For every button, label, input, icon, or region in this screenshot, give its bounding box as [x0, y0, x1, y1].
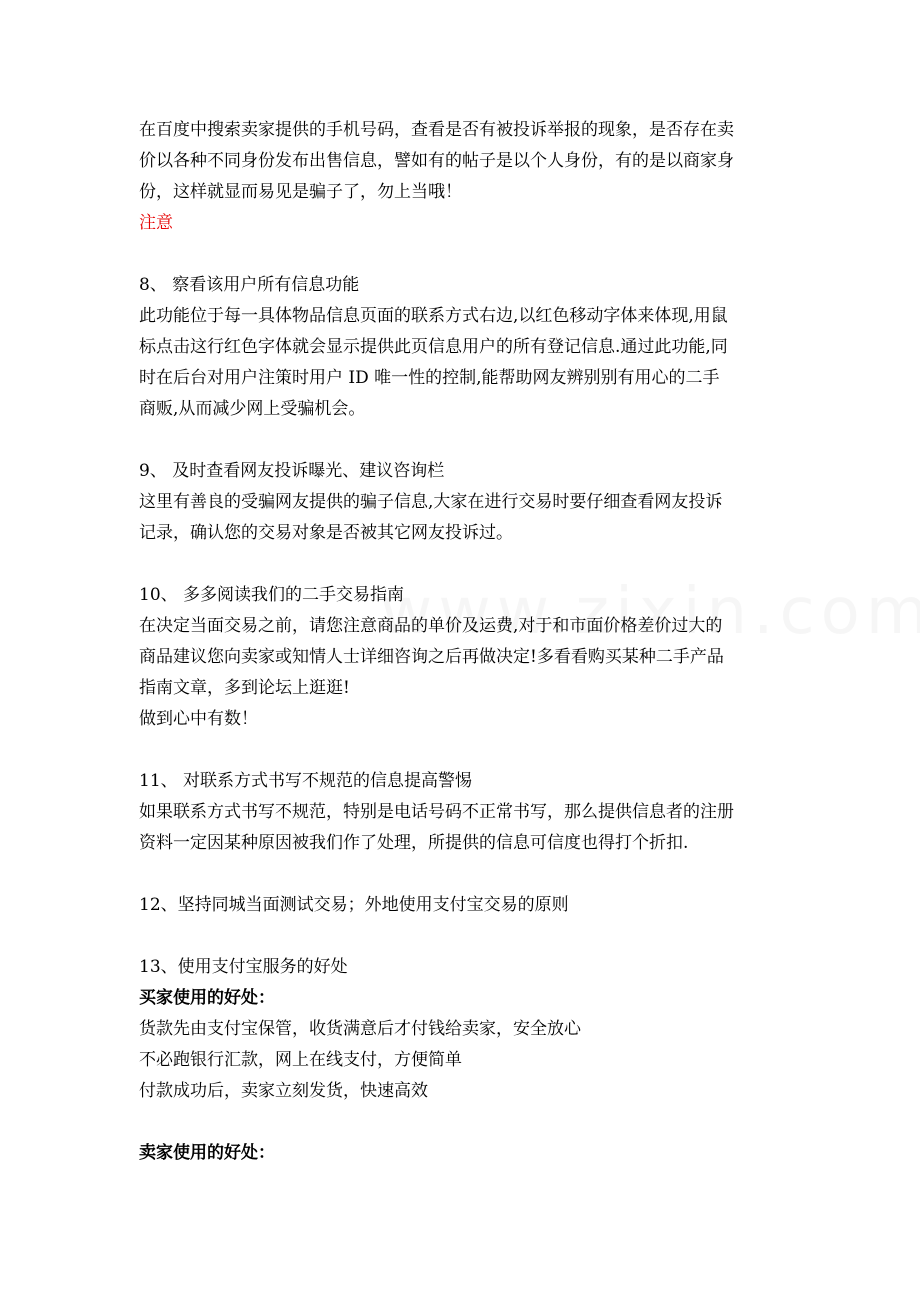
paragraph-line: 指南文章，多到论坛上逛逛! — [139, 678, 350, 698]
buyer-benefits-title: 买家使用的好处： — [139, 988, 275, 1008]
spacer — [139, 1107, 789, 1138]
section-13 — [139, 952, 789, 1169]
section-12 — [139, 890, 789, 921]
spacer — [139, 859, 789, 890]
intro-paragraph — [139, 115, 789, 239]
buyer-benefit-item: 不必跑银行汇款，网上在线支付，方便简单 — [139, 1050, 462, 1070]
paragraph-line: 时在后台对用户注策时用户 ID 唯一性的控制,能帮助网友辨别别有用心的二手 — [139, 368, 720, 388]
paragraph-line: 做到心中有数！ — [139, 709, 258, 729]
paragraph-line: 资料一定因某种原因被我们作了处理，所提供的信息可信度也得打个折扣. — [139, 833, 689, 853]
paragraph-line: 如果联系方式书写不规范，特别是电话号码不正常书写，那么提供信息者的注册 — [139, 802, 734, 822]
paragraph-line: 商品建议您向卖家或知情人士详细咨询之后再做决定!多看看购买某种二手产品 — [139, 647, 724, 667]
section-11 — [139, 766, 789, 859]
spacer — [139, 549, 789, 580]
section-heading: 11、 对联系方式书写不规范的信息提高警惕 — [139, 771, 473, 791]
paragraph-line: 价以各种不同身份发布出售信息，譬如有的帖子是以个人身份，有的是以商家身 — [139, 151, 734, 171]
section-8 — [139, 270, 789, 425]
spacer — [139, 921, 789, 952]
paragraph-line: 在百度中搜索卖家提供的手机号码，查看是否有被投诉举报的现象，是否存在卖 — [139, 120, 734, 140]
buyer-benefit-item: 货款先由支付宝保管，收货满意后才付钱给卖家，安全放心 — [139, 1019, 581, 1039]
paragraph-line: 份，这样就显而易见是骗子了，勿上当哦！ — [139, 182, 462, 202]
section-heading: 9、 及时查看网友投诉曝光、建议咨询栏 — [139, 461, 445, 481]
spacer — [139, 735, 789, 766]
section-heading: 12、坚持同城当面测试交易；外地使用支付宝交易的原则 — [139, 895, 569, 915]
paragraph-line: 在决定当面交易之前，请您注意商品的单价及运费,对于和市面价格差价过大的 — [139, 616, 723, 636]
spacer — [139, 425, 789, 456]
spacer — [139, 239, 789, 270]
note-label: 注意 — [139, 213, 173, 233]
paragraph-line: 标点击这行红色字体就会显示提供此页信息用户的所有登记信息.通过此功能,同 — [139, 337, 728, 357]
paragraph-line: 此功能位于每一具体物品信息页面的联系方式右边,以红色移动字体来体现,用鼠 — [139, 306, 728, 326]
section-heading: 13、使用支付宝服务的好处 — [139, 957, 348, 977]
paragraph-line: 这里有善良的受骗网友提供的骗子信息,大家在进行交易时要仔细查看网友投诉 — [139, 492, 723, 512]
section-10 — [139, 580, 789, 735]
buyer-benefit-item: 付款成功后，卖家立刻发货，快速高效 — [139, 1081, 428, 1101]
section-9 — [139, 456, 789, 549]
document-body — [139, 115, 789, 1169]
seller-benefits-title: 卖家使用的好处： — [139, 1143, 275, 1163]
section-heading: 8、 察看该用户所有信息功能 — [139, 275, 360, 295]
section-heading: 10、 多多阅读我们的二手交易指南 — [139, 585, 405, 605]
paragraph-line: 商贩,从而减少网上受骗机会。 — [139, 399, 366, 419]
paragraph-line: 记录，确认您的交易对象是否被其它网友投诉过。 — [139, 523, 513, 543]
